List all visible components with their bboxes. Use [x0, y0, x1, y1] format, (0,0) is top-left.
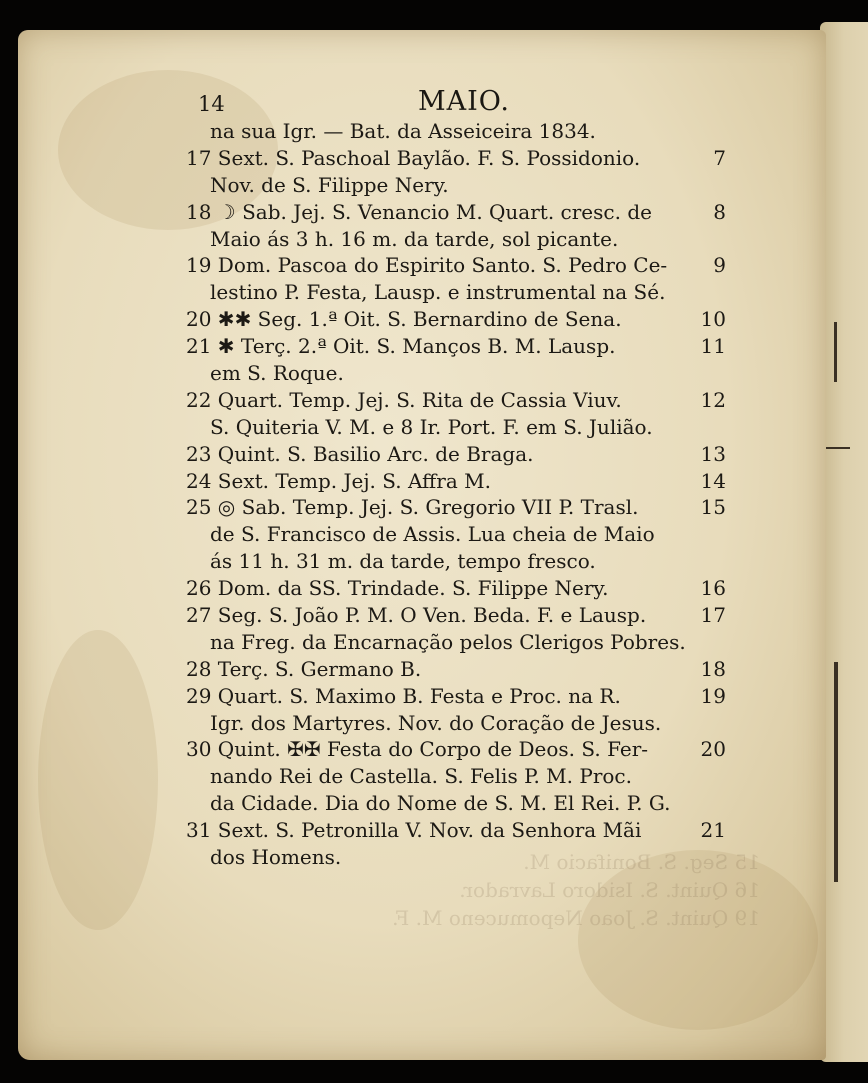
- line-text: na Freg. da Encarnação pelos Clerigos Pobres.: [210, 629, 686, 654]
- line-text: dos Homens.: [210, 845, 342, 870]
- day-of-month: 8: [713, 199, 726, 224]
- calendar-line: [186, 683, 726, 710]
- calendar-line: [186, 333, 726, 360]
- day-of-month: 16: [700, 576, 726, 601]
- month-title: MAIO.: [418, 86, 510, 117]
- line-text: 18 ☽ Sab. Jej. S. Venancio M. Quart. cresc. de: [186, 199, 652, 224]
- line-text: S. Quiteria V. M. e 8 Ir. Port. F. em S. Julião.: [210, 414, 653, 439]
- calendar-line: [186, 226, 726, 253]
- line-text: 22 Quart. Temp. Jej. S. Rita de Cassia Viuv.: [186, 387, 622, 412]
- day-of-month: 12: [700, 387, 726, 412]
- calendar-line: [186, 844, 726, 871]
- day-of-month: 18: [700, 656, 726, 681]
- line-text: 31 Sext. S. Petronilla V. Nov. da Senhora Mãi: [186, 818, 642, 843]
- calendar-line: [186, 306, 726, 333]
- calendar-line: [186, 414, 726, 441]
- line-text: 29 Quart. S. Maximo B. Festa e Proc. na R.: [186, 683, 621, 708]
- day-of-month: 21: [700, 818, 726, 843]
- line-text: 20 ✱✱ Seg. 1.ª Oit. S. Bernardino de Sena.: [186, 307, 622, 332]
- calendar-line: [186, 521, 726, 548]
- line-text: na sua Igr. — Bat. da Asseiceira 1834.: [210, 119, 596, 143]
- line-text: 30 Quint. ✠✠ Festa do Corpo de Deos. S. Fer-: [186, 737, 649, 762]
- calendar-line: [186, 387, 726, 414]
- line-text: 27 Seg. S. João P. M. O Ven. Beda. F. e Lausp.: [186, 603, 647, 628]
- calendar-line: [186, 494, 726, 521]
- day-of-month: 20: [700, 737, 726, 762]
- bleed-through-text: 15 Seg. S. Bonifacio M. 16 Quint. S. Isidoro Lavrador. 19 Quint. S. Joao Nepomuceno M. F.: [392, 850, 760, 930]
- calendar-body: [186, 118, 726, 871]
- line-text: Maio ás 3 h. 16 m. da tarde, sol picante.: [210, 226, 619, 251]
- line-text: 21 ✱ Terç. 2.ª Oit. S. Manços B. M. Lausp.: [186, 334, 616, 359]
- calendar-line: [186, 441, 726, 468]
- facing-page-mark: [834, 322, 837, 382]
- line-text: 28 Terç. S. Germano B.: [186, 656, 422, 681]
- paper-stain: [38, 630, 158, 930]
- line-text: da Cidade. Dia do Nome de S. M. El Rei. P. G.: [210, 791, 671, 816]
- line-text: ás 11 h. 31 m. da tarde, tempo fresco.: [210, 549, 596, 574]
- calendar-line: [186, 145, 726, 172]
- line-text: 26 Dom. da SS. Trindade. S. Filippe Nery.: [186, 576, 609, 601]
- calendar-line: [186, 468, 726, 495]
- calendar-line: [186, 817, 726, 844]
- facing-page-mark: [834, 662, 838, 882]
- line-text: 24 Sext. Temp. Jej. S. Affra M.: [186, 468, 491, 493]
- day-of-month: 15: [700, 495, 726, 520]
- line-text: 25 ◎ Sab. Temp. Jej. S. Gregorio VII P. Trasl.: [186, 495, 639, 520]
- line-text: 23 Quint. S. Basilio Arc. de Braga.: [186, 441, 534, 466]
- calendar-line: [186, 252, 726, 279]
- line-text: em S. Roque.: [210, 361, 344, 386]
- day-of-month: 10: [700, 307, 726, 332]
- calendar-line: [186, 790, 726, 817]
- calendar-line: [186, 736, 726, 763]
- calendar-line: [186, 279, 726, 306]
- calendar-line: [186, 172, 726, 199]
- day-of-month: 11: [700, 334, 726, 359]
- calendar-line: [186, 656, 726, 683]
- line-text: de S. Francisco de Assis. Lua cheia de Maio: [210, 522, 655, 547]
- day-of-month: 13: [700, 441, 726, 466]
- calendar-line: [186, 763, 726, 790]
- calendar-line: [186, 118, 726, 145]
- line-text: nando Rei de Castella. S. Felis P. M. Proc.: [210, 764, 632, 789]
- page-number: 14: [198, 92, 225, 116]
- day-of-month: 7: [713, 145, 726, 170]
- calendar-line: [186, 575, 726, 602]
- day-of-month: 19: [700, 683, 726, 708]
- line-text: Nov. de S. Filippe Nery.: [210, 172, 449, 197]
- day-of-month: 17: [700, 603, 726, 628]
- day-of-month: 9: [713, 253, 726, 278]
- calendar-line: [186, 629, 726, 656]
- calendar-line: [186, 199, 726, 226]
- page-header: [0, 86, 868, 122]
- day-of-month: 14: [700, 468, 726, 493]
- calendar-line: [186, 710, 726, 737]
- line-text: Igr. dos Martyres. Nov. do Coração de Jesus.: [210, 710, 662, 735]
- line-text: 19 Dom. Pascoa do Espirito Santo. S. Pedro Ce-: [186, 253, 668, 278]
- line-text: 17 Sext. S. Paschoal Baylão. F. S. Possidonio.: [186, 145, 641, 170]
- calendar-line: [186, 360, 726, 387]
- calendar-line: [186, 548, 726, 575]
- calendar-line: [186, 602, 726, 629]
- facing-page-edge: [820, 22, 868, 1062]
- line-text: lestino P. Festa, Lausp. e instrumental na Sé.: [210, 280, 666, 305]
